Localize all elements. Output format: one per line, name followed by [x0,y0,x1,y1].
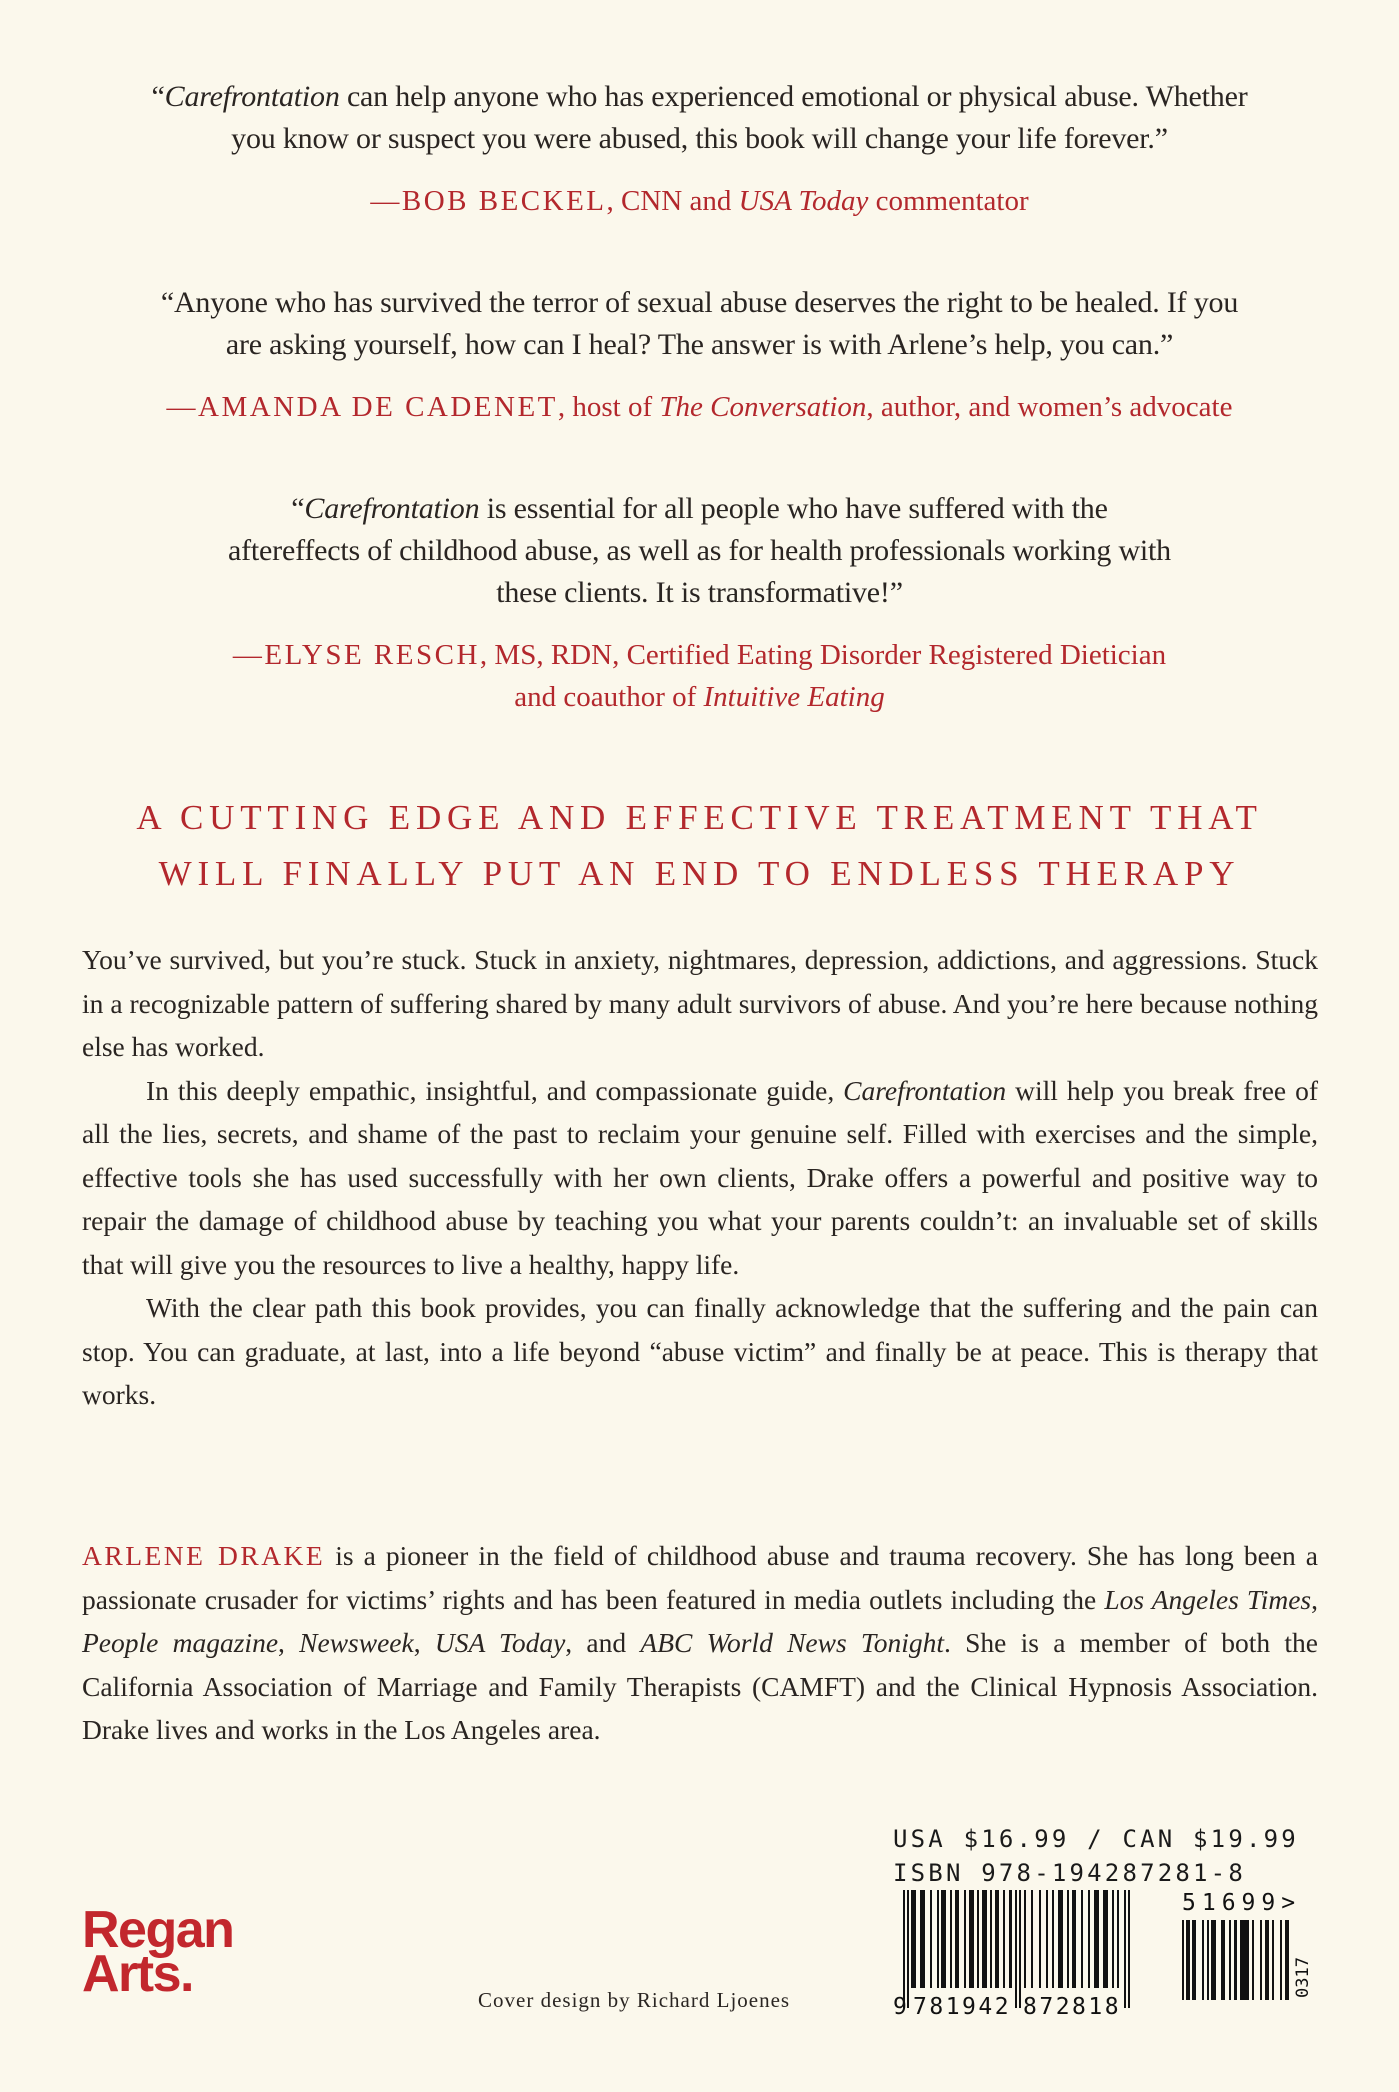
attribution-publication: USA Today [738,185,869,217]
cover-design-credit: Cover design by Richard Ljoenes [478,1988,791,2012]
headline-line: A CUTTING EDGE AND EFFECTIVE TREATMENT THAT [136,798,1263,837]
testimonial-de-cadenet [0,282,1399,428]
testimonial-quote [0,488,1399,614]
attribution-text: , author, and women’s advocate [866,391,1233,423]
author-bio [82,1534,1318,1752]
bio-paragraph [82,1534,1318,1752]
headline [0,790,1399,902]
media-outlet: ABC World News Tonight [640,1627,944,1658]
separator: , and [565,1627,641,1658]
barcode-digits-right: 872818 [1023,1994,1122,2020]
price-isbn-block [893,1822,1299,1890]
bio-text: is a pioneer in the field of childhood abuse and trauma recovery. She has long been a passionate crusader for victims’ rights and has been featured in media outlets including the [82,1540,1318,1615]
quote-text: you know or suspect you were abused, this book will change your life forever.” [231,122,1168,155]
logo-line: Arts. [82,1945,193,2003]
paragraph-text: In this deeply empathic, insightful, and compassionate guide, [146,1074,844,1106]
testimonial-quote [0,282,1399,366]
price-addon-barcode-icon [1170,1888,1320,2018]
testimonial-resch [0,488,1399,718]
isbn: ISBN 978-194287281-8 [893,1859,1246,1887]
addon-digits: 51699> [1182,1890,1302,1916]
attribution-text: , host of [557,391,660,423]
media-outlet: People magazine [82,1627,279,1658]
attribution-text: commentator [868,185,1029,217]
attribution-name: —BOB BECKEL [370,185,607,217]
separator: , [1311,1583,1318,1615]
separator: , [413,1627,435,1658]
barcode-digit-lead: 9 [893,1994,907,2020]
book-title: Carefrontation [304,492,480,525]
attribution-text: and coauthor of [514,681,704,713]
isbn-barcode-icon [893,1890,1145,2020]
attribution-text: , MS, RDN, Certified Eating Disorder Registered Dietician [479,639,1167,671]
testimonial-beckel [0,76,1399,222]
testimonial-attribution [0,634,1399,718]
book-title: Carefrontation [164,80,340,113]
open-quote: “ [151,80,165,113]
quote-text: is essential for all people who have suffered with the [479,492,1108,525]
testimonial-attribution [0,180,1399,222]
attribution-text: , CNN and [606,185,739,217]
attribution-name: —ELYSE RESCH [232,639,480,671]
logo-line: Regan [82,1901,234,1959]
quote-text: aftereffects of childhood abuse, as well as for health professionals working with [228,534,1171,567]
description-paragraph [82,1069,1318,1287]
description-paragraph: With the clear path this book provides, you can finally acknowledge that the suffering and the pain can stop. You can graduate, at last, into a life beyond “abuse victim” and finally be at peace. This is therapy that works. [82,1292,1318,1410]
publisher-logo [82,1901,234,2003]
attribution-show: The Conversation [659,391,867,423]
media-outlet: Newsweek [299,1627,414,1658]
price: USA $16.99 / CAN $19.99 [893,1825,1299,1853]
testimonial-quote [0,76,1399,160]
media-outlet: USA Today [434,1627,566,1658]
open-quote: “ [291,492,305,525]
paragraph-text: will help you break free of all the lies, secrets, and shame of the past to reclaim your genuine self. Filled with exercises and the simple, effective tools she has used successfully with her own clients, Drake offers a powerful and positive way to repair the damage of childhood abuse by teaching you what your parents couldn’t: an invaluable set of skills that will give you the resources to live a healthy, happy life. [82,1074,1318,1280]
book-description [82,938,1318,1417]
bio-text: . She is a member of both the California Association of Marriage and Family Therapists (CAMFT) and the Clinical Hypnosis Association. Drake lives and works in the Los Angeles area. [82,1627,1319,1745]
author-name: ARLENE DRAKE [82,1540,326,1571]
quote-text: are asking yourself, how can I heal? The answer is with Arlene’s help, you can.” [225,328,1174,361]
testimonial-attribution [0,386,1399,428]
quote-text: can help anyone who has experienced emotional or physical abuse. Whether [339,80,1248,113]
quote-text: “Anyone who has survived the terror of sexual abuse deserves the right to be healed. If you [160,286,1239,319]
barcode-digits-left: 781942 [913,1994,1012,2020]
attribution-book: Intuitive Eating [703,681,885,713]
headline-line: WILL FINALLY PUT AN END TO ENDLESS THERAPY [158,854,1241,893]
book-title: Carefrontation [843,1074,1007,1106]
quote-text: these clients. It is transformative!” [496,576,903,609]
attribution-name: —AMANDA DE CADENET [166,391,558,423]
description-paragraph: You’ve survived, but you’re stuck. Stuck in anxiety, nightmares, depression, addictions, and aggressions. Stuck in a recognizable pattern of suffering shared by many adult survivors of abuse. And you’re here because nothing else has worked. [82,944,1318,1062]
separator: , [278,1627,300,1658]
addon-side-code: 0317 [1293,1957,1313,1998]
media-outlet: Los Angeles Times [1104,1583,1312,1615]
